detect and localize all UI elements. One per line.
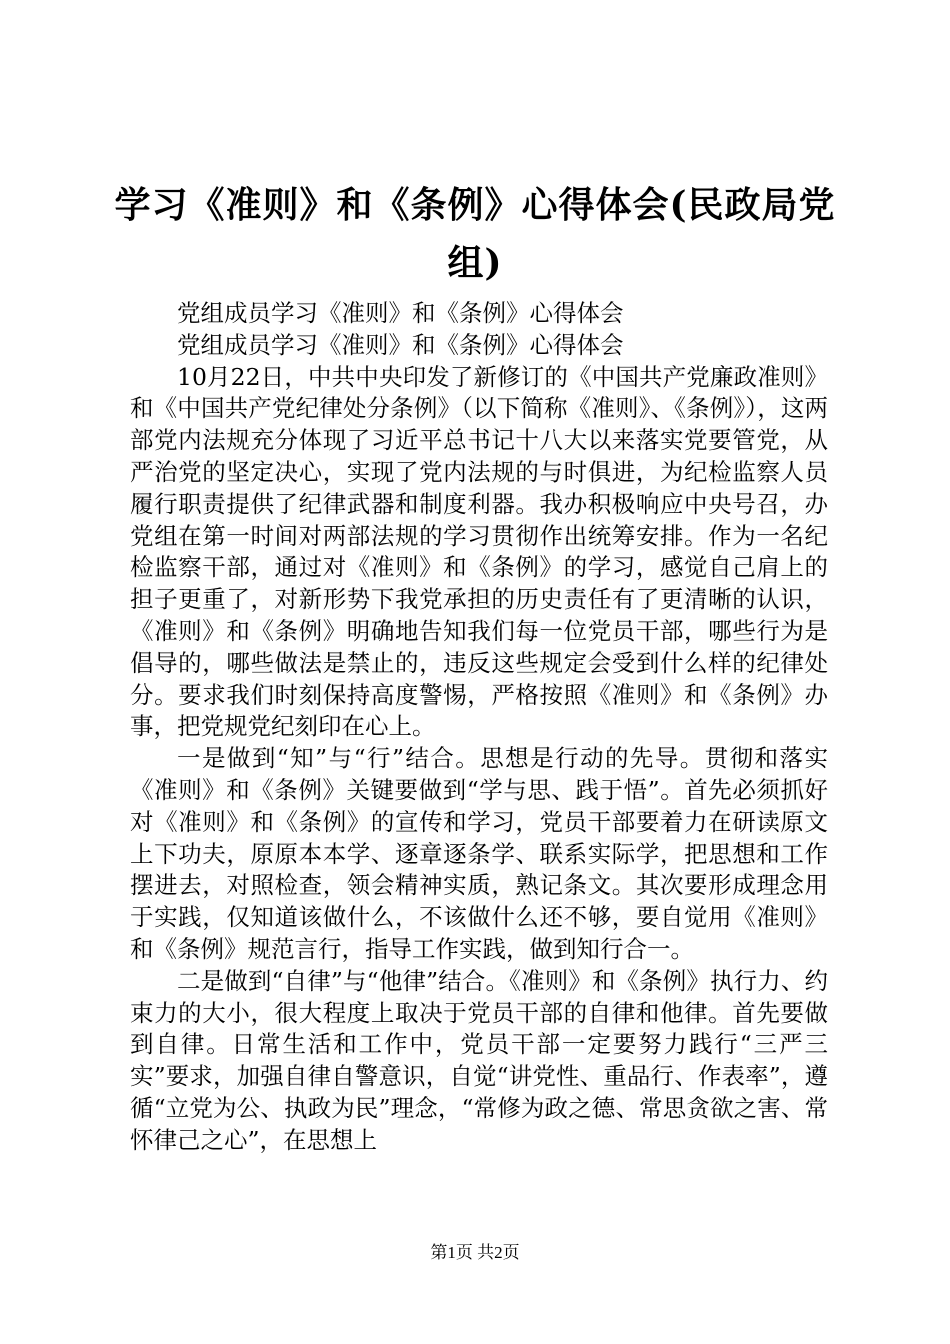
paragraph-intro: 10月22日，中共中央印发了新修订的《中国共产党廉政准则》和《中国共产党纪律处分条例》（以下简称《准则》、《条例》），这两部党内法规充分体现了习近平总书记十八大以来落实党要管党，从严治党的坚定决心，实现了党内法规的与时俱进，为纪检监察人员履行职责提供了纪律武器和制度利器。我办积极响应中央号召，办党组在第一时间对两部法规的学习贯彻作出统筹安排。作为一名纪检监察干部，通过对《准则》和《条例》的学习，感觉自己肩上的担子更重了，对新形势下我党承担的历史责任有了更清晰的认识，《准则》和《条例》明确地告知我们每一位党员干部，哪些行为是倡导的，哪些做法是禁止的，违反这些规定会受到什么样的纪律处分。要求我们时刻保持高度警惕，严格按照《准则》和《条例》办事，把党规党纪刻印在心上。 xyxy=(130,362,828,741)
page-footer: 第1页 共2页 xyxy=(430,1243,520,1262)
paragraph-point-two: 二是做到“自律”与“他律”结合。《准则》和《条例》执行力、约束力的大小，很大程度上取决于党员干部的自律和他律。首先要做到自律。日常生活和工作中，党员干部一定要努力践行“三严三实”要求，加强自律自警意识，自觉“讲党性、重品行、作表率”，遵循“立党为公、执政为民”理念，“常修为政之德、常思贪欲之害、常怀律己之心”，在思想上 xyxy=(130,966,828,1154)
document-title: 学习《准则》和《条例》心得体会(民政局党组) xyxy=(114,184,836,284)
paragraph-point-one: 一是做到“知”与“行”结合。思想是行动的先导。贯彻和落实《准则》和《条例》关键要做到“学与思、践于悟”。首先必须抓好对《准则》和《条例》的宣传和学习，党员干部要着力在研读原文上下功夫，原原本本学、逐章逐条学、联系实际学，把思想和工作摆进去，对照检查，领会精神实质，熟记条文。其次要形成理念用于实践，仅知道该做什么，不该做什么还不够，要自觉用《准则》和《条例》规范言行，指导工作实践，做到知行合一。 xyxy=(130,744,828,963)
paragraph-subtitle-2: 党组成员学习《准则》和《条例》心得体会 xyxy=(177,330,624,359)
paragraph-subtitle-1: 党组成员学习《准则》和《条例》心得体会 xyxy=(177,299,624,327)
document-body xyxy=(130,298,828,1157)
